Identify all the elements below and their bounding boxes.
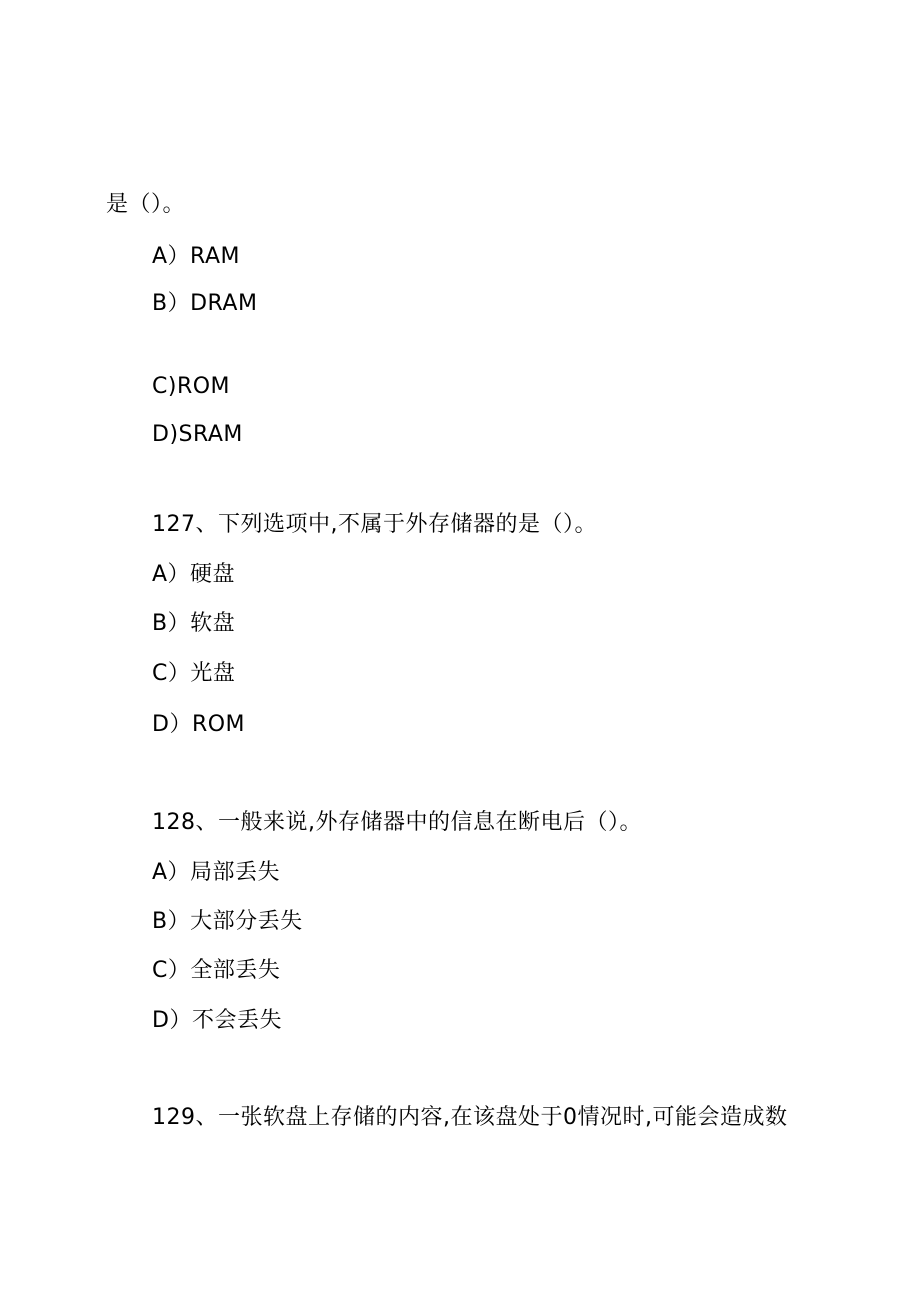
question-127-option-d: D）ROM: [152, 712, 246, 737]
question-127-option-a: A）硬盘: [152, 562, 236, 587]
question-129-stem: 129、一张软盘上存储的内容,在该盘处于0情况时,可能会造成数: [152, 1105, 788, 1130]
question-128-option-b: B）大部分丢失: [152, 909, 303, 934]
prev-option-a: A）RAM: [152, 244, 240, 269]
question-128-option-a: A）局部丢失: [152, 860, 281, 885]
prev-option-c: C)ROM: [152, 374, 231, 399]
prev-option-d: D)SRAM: [152, 422, 243, 447]
question-127-stem: 127、下列选项中,不属于外存储器的是（）。: [152, 512, 597, 537]
question-128-option-d: D）不会丢失: [152, 1008, 282, 1033]
question-128-option-c: C）全部丢失: [152, 958, 281, 983]
question-127-option-b: B）软盘: [152, 611, 236, 636]
prev-question-tail: 是（）。: [106, 192, 186, 217]
question-128-stem: 128、一般来说,外存储器中的信息在断电后（）。: [152, 810, 642, 835]
prev-option-b: B）DRAM: [152, 291, 258, 316]
question-127-option-c: C）光盘: [152, 661, 236, 686]
